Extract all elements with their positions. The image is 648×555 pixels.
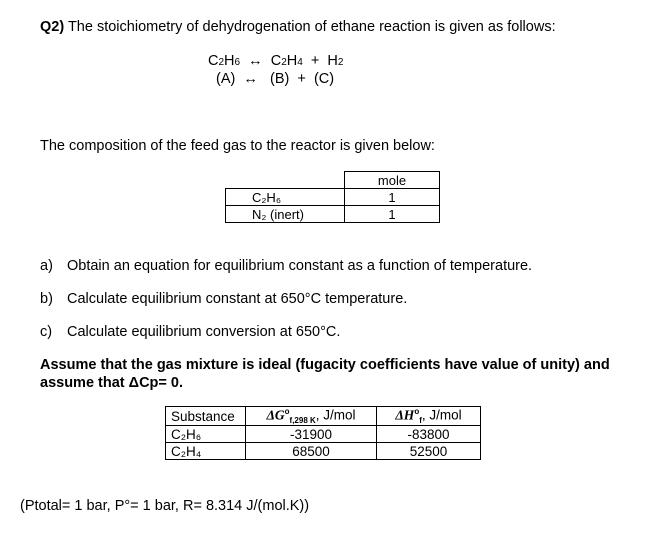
task-a: a) Obtain an equation for equilibrium constant as a function of temperature. xyxy=(40,258,533,274)
enthalpy-header: $\Delta H^o_f$, J/mol xyxy=(377,407,481,426)
table-row xyxy=(166,426,481,443)
substance-cell: C₂H₄ xyxy=(166,443,246,460)
product-1: C2H4 xyxy=(270,53,303,69)
species-cell: C₂H₆ xyxy=(226,189,345,206)
table-row xyxy=(226,172,440,189)
conditions-text: (Ptotal= 1 bar, P°= 1 bar, R= 8.314 J/(mol.K)) xyxy=(20,498,310,514)
gibbs-cell: 68500 xyxy=(246,443,377,460)
reaction-arrow: ↔ xyxy=(248,53,263,69)
species-cell: N₂ (inert) xyxy=(226,206,345,223)
thermo-data-table xyxy=(165,406,481,460)
question-text: The stoichiometry of dehydrogenation of ethane reaction is given as follows: xyxy=(67,19,556,35)
task-b: b) Calculate equilibrium constant at 650°C temperature. xyxy=(40,291,408,307)
assumption-text: Assume that the gas mixture is ideal (fugacity coefficients have value of unity) and assume that ΔCp= 0. xyxy=(40,357,610,391)
mole-cell: 1 xyxy=(345,189,440,206)
enthalpy-cell: -83800 xyxy=(377,426,481,443)
question-title xyxy=(40,19,556,35)
feed-composition-table xyxy=(225,171,440,223)
table-row xyxy=(226,206,440,223)
enthalpy-cell: 52500 xyxy=(377,443,481,460)
reaction-labels: (A) ↔ (B) + (C) xyxy=(216,71,335,87)
task-c: c) Calculate equilibrium conversion at 650°C. xyxy=(40,324,341,340)
substance-cell: C₂H₆ xyxy=(166,426,246,443)
reactant: C2H6 xyxy=(208,53,241,69)
mole-header: mole xyxy=(345,172,440,189)
table-row xyxy=(166,443,481,460)
gibbs-header: $\Delta G^o_{f,298 K}$, J/mol xyxy=(246,407,377,426)
product-2: H2 xyxy=(327,53,344,69)
feed-intro: The composition of the feed gas to the reactor is given below: xyxy=(40,138,435,154)
table-row xyxy=(166,407,481,426)
reaction-equation: C2H6 ↔ C2H4 + H2 xyxy=(208,53,344,69)
table-row xyxy=(226,189,440,206)
substance-header: Substance xyxy=(166,407,246,426)
gibbs-cell: -31900 xyxy=(246,426,377,443)
question-number: Q2) xyxy=(40,19,65,35)
mole-cell: 1 xyxy=(345,206,440,223)
